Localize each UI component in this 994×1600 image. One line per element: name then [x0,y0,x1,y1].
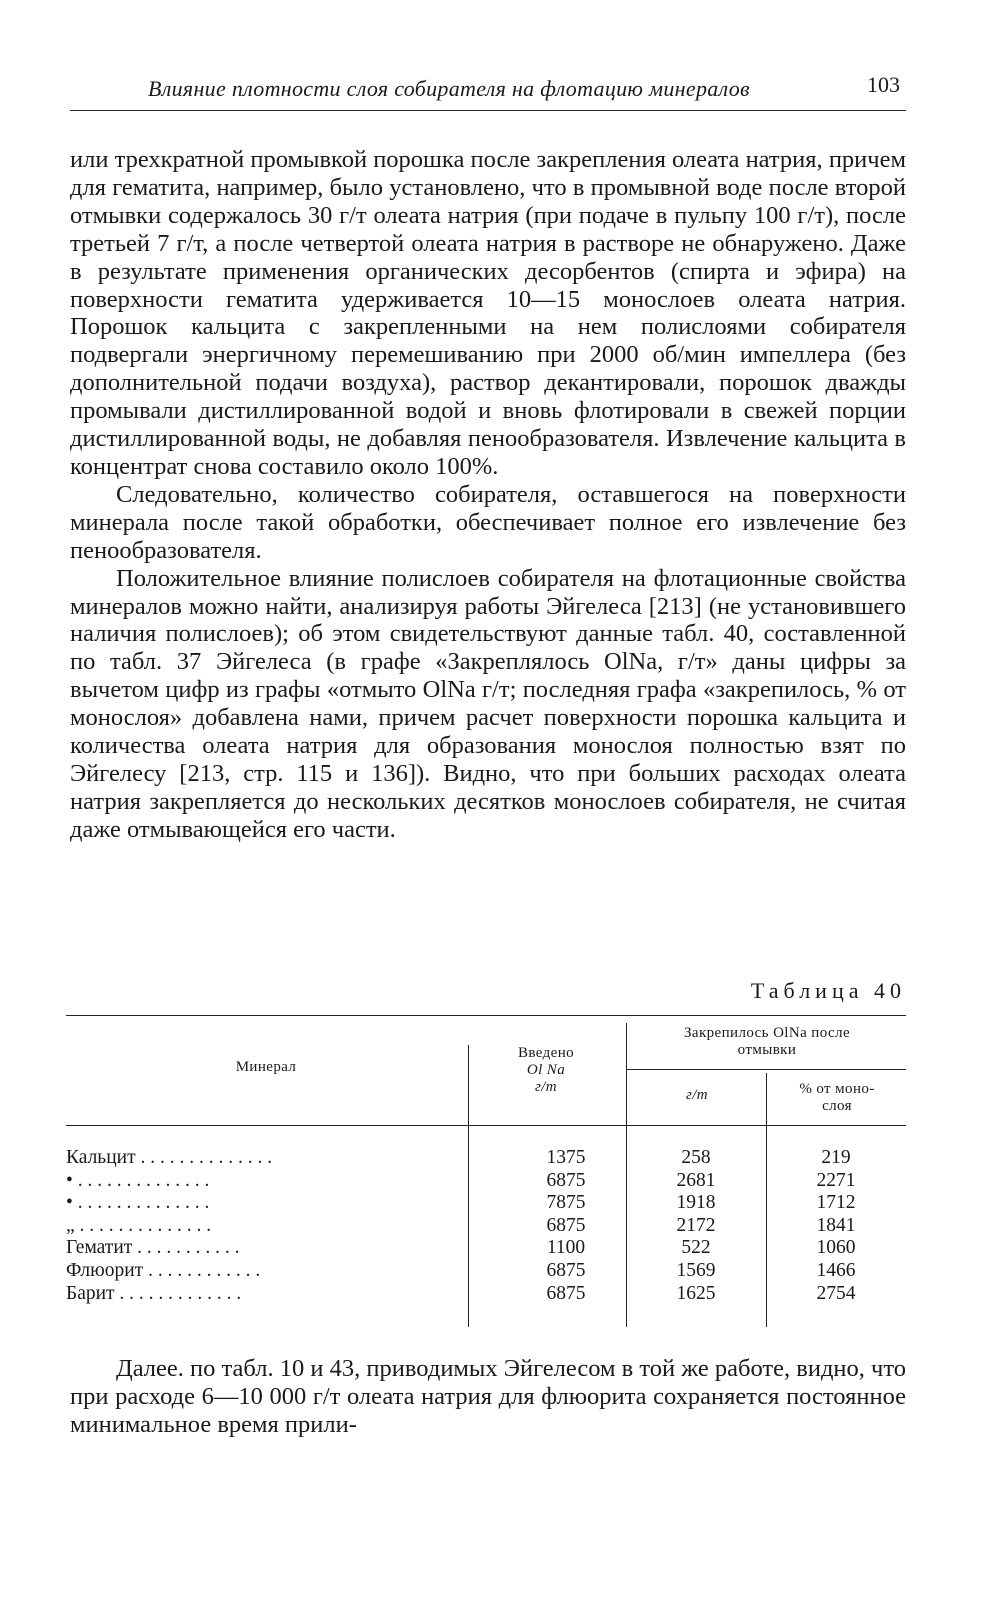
cell-introduced: 6875 [546,1214,586,1236]
cell-fixed-pct: 1466 [816,1259,856,1281]
table-top-rule [66,1015,906,1016]
table-row [66,1215,906,1238]
header-introduced-line3: г/т [534,1079,558,1095]
table-row [66,1192,906,1215]
header-introduced-line1: Введено [517,1045,575,1061]
table-row [66,1170,906,1193]
cell-fixed-gt: 1569 [676,1259,716,1281]
paragraph-2: Следовательно, количество собирателя, оставшегося на поверхности минерала после такой обработки, обеспечивает полное его извлечение без пенообразователя. [70,480,906,564]
table-body [66,1147,906,1305]
cell-introduced: 6875 [546,1282,586,1304]
cell-introduced: 6875 [546,1259,586,1281]
cell-fixed-gt: 522 [681,1237,711,1259]
cell-mineral: • . . . . . . . . . . . . . . [66,1169,210,1191]
cell-introduced: 7875 [546,1192,586,1214]
cell-introduced: 1100 [546,1237,586,1259]
cell-fixed-gt: 2681 [676,1169,716,1191]
cell-mineral: Барит . . . . . . . . . . . . . [66,1282,242,1304]
data-table [66,1015,906,1335]
cell-fixed-gt: 1918 [676,1192,716,1214]
cell-fixed-pct: 219 [821,1147,851,1168]
cell-introduced: 1375 [546,1147,586,1168]
cell-fixed-pct: 1841 [816,1214,856,1236]
cell-fixed-pct: 1712 [816,1192,856,1214]
table-row [66,1147,906,1170]
body-text [70,146,906,844]
cell-introduced: 6875 [546,1169,586,1191]
group-header-rule [626,1069,906,1070]
cell-fixed-pct: 1060 [816,1237,856,1259]
table-row [66,1237,906,1260]
cell-mineral: Кальцит . . . . . . . . . . . . . . [66,1147,273,1168]
cell-mineral: • . . . . . . . . . . . . . . [66,1192,210,1214]
header-fixed-pct-line1: % от моно- [799,1081,875,1097]
header-fixed-group-line1: Закрепилось OlNa после [683,1025,851,1041]
running-title: Влияние плотности слоя собирателя на флотацию минералов [148,76,750,101]
cell-fixed-gt: 1625 [676,1282,716,1304]
table-header-rule [66,1125,906,1126]
cell-fixed-gt: 2172 [676,1214,716,1236]
header-fixed-group-line2: отмывки [737,1042,797,1058]
cell-mineral: „ . . . . . . . . . . . . . . [66,1214,212,1236]
paragraph-4: Далее. по табл. 10 и 43, приводимых Эйгелесом в той же работе, видно, что при расходе 6—10 000 г/т олеата натрия для флюорита сохраняется постоянное минимальное время прили- [70,1355,906,1438]
header-introduced-line2: Ol Na [526,1062,566,1078]
header-fixed-pct-line2: слоя [822,1098,852,1114]
page-number: 103 [867,72,900,97]
paragraph-1: или трехкратной промывкой порошка после закрепления олеата натрия, причем для гематита, например, было установлено, что в промывной воде после второй отмывки содержалось 30 г/т олеата натрия (при подаче в пульпу 100 г/т), после третьей 7 г/т, а после четвертой олеата натрия в растворе не обнаружено. Даже в результате применения органических десорбентов (спирта и эфира) на поверхности гематита удерживается 10—15 монослоев олеата натрия. Порошок кальцита с закрепленными на нем полислоями собирателя подвергали энергичному перемешиванию при 2000 об/мин импеллера (без дополнительной подачи воздуха), раствор декантировали, порошок дважды промывали дистиллированной водой и вновь флотировали в свежей порции дистиллированной воды, не добавляя пенообразователя. Извлечение кальцита в концентрат снова составило около 100%. [70,146,906,480]
table-row [66,1260,906,1283]
cell-mineral: Флюорит . . . . . . . . . . . . [66,1259,261,1281]
cell-fixed-pct: 2754 [816,1282,856,1304]
table-row [66,1283,906,1306]
table-caption: Таблица 40 [750,978,906,1003]
cell-mineral: Гематит . . . . . . . . . . . [66,1237,240,1259]
cell-fixed-gt: 258 [681,1147,711,1168]
header-mineral: Минерал [235,1059,297,1075]
running-header [70,70,906,111]
paragraph-3: Положительное влияние полислоев собирателя на флотационные свойства минералов можно найти, анализируя работы Эйгелеса [213] (не установившего наличия полислоев); об этом свидетельствуют данные табл. 40, составленной по табл. 37 Эйгелеса (в графе «Закреплялось OlNa, г/т» даны цифры за вычетом цифр из графы «отмыто OlNa г/т; последняя графа «закрепилось, % от монослоя» добавлена нами, причем расчет поверхности порошка кальцита и количества олеата натрия для образования монослоя полностью взят по Эйгелесу [213, стр. 115 и 136]). Видно, что при больших расходах олеата натрия закрепляется до нескольких десятков монослоев собирателя, не считая даже отмывающейся его части. [70,564,906,843]
closing-text [70,1355,906,1439]
header-fixed-gt: г/т [685,1087,709,1103]
cell-fixed-pct: 2271 [816,1169,856,1191]
